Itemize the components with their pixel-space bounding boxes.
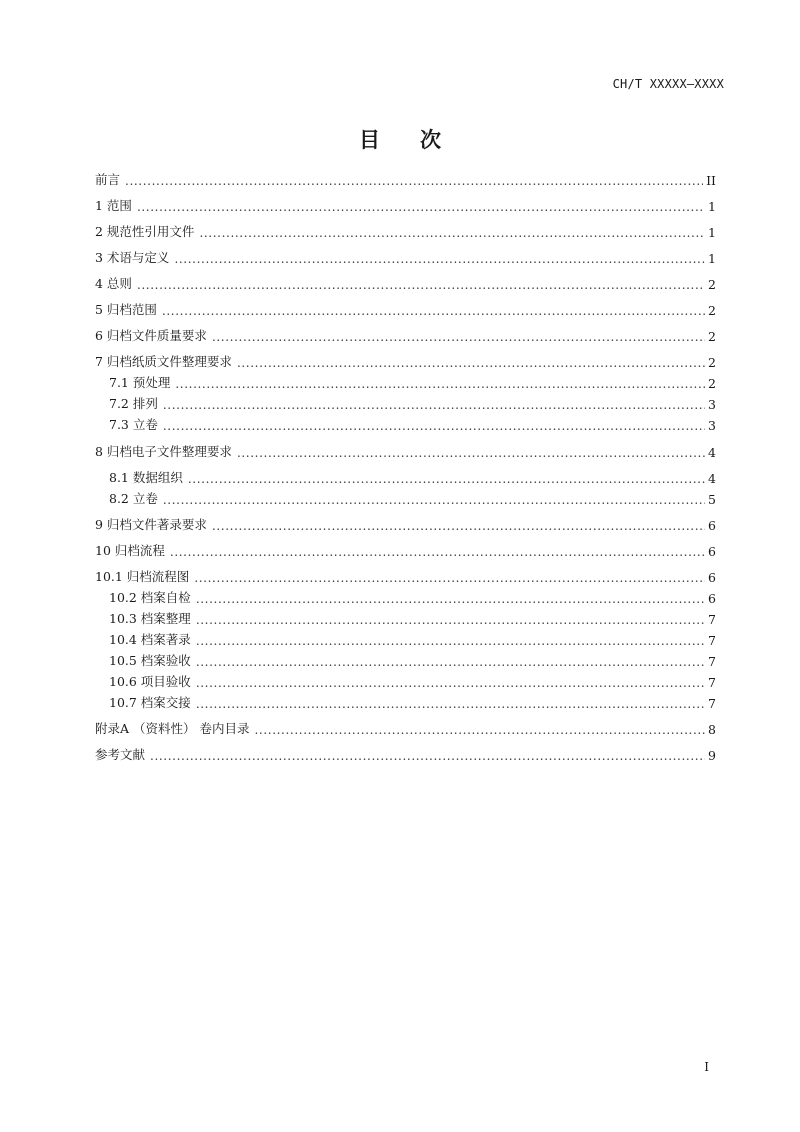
toc-entry[interactable]: [109, 670, 716, 690]
toc-entry[interactable]: [95, 168, 716, 188]
toc-entry[interactable]: [109, 371, 716, 391]
toc-leader-dots: [237, 446, 705, 460]
toc-leader-dots: [196, 613, 705, 627]
toc-entry[interactable]: [95, 717, 716, 737]
toc-entry-label: 10.5 档案验收: [109, 653, 191, 668]
toc-leader-dots: [174, 252, 705, 266]
toc-entry[interactable]: [95, 539, 716, 559]
toc-entry[interactable]: [95, 565, 716, 585]
toc-entry-page: 9: [708, 748, 716, 763]
toc-entry[interactable]: [95, 194, 716, 214]
title-char-1: 目: [359, 127, 380, 152]
toc-entry-label: 8 归档电子文件整理要求: [95, 444, 232, 459]
toc-leader-dots: [163, 398, 705, 412]
toc-entry-label: 1 范围: [95, 198, 132, 213]
toc-entry-label: 10.1 归档流程图: [95, 569, 190, 584]
toc-leader-dots: [162, 304, 705, 318]
toc-entry-label: 3 术语与定义: [95, 250, 170, 265]
toc-leader-dots: [196, 697, 705, 711]
toc-entry[interactable]: [95, 220, 716, 240]
toc-entry-page: 8: [708, 722, 716, 737]
toc-entry-label: 7 归档纸质文件整理要求: [95, 354, 232, 369]
toc-entry-label: 8.2 立卷: [109, 491, 158, 506]
toc-entry[interactable]: [95, 246, 716, 266]
toc-leader-dots: [150, 749, 705, 763]
toc-entry-label: 7.1 预处理: [109, 375, 171, 390]
toc-entry-page: 2: [708, 376, 716, 391]
toc-leader-dots: [163, 493, 705, 507]
toc-entry-page: 1: [708, 251, 716, 266]
toc-entry-label: 7.3 立卷: [109, 417, 158, 432]
toc-leader-dots: [194, 571, 705, 585]
toc-leader-dots: [196, 634, 705, 648]
toc-leader-dots: [196, 592, 705, 606]
toc-entry[interactable]: [109, 649, 716, 669]
toc-entry-label: 9 归档文件著录要求: [95, 517, 207, 532]
toc-entry[interactable]: [95, 743, 716, 763]
toc-entry[interactable]: [95, 272, 716, 292]
toc-entry-label: 10.3 档案整理: [109, 611, 191, 626]
toc-entry-page: 6: [708, 518, 716, 533]
toc-entry[interactable]: [109, 691, 716, 711]
toc-entry-label: 7.2 排列: [109, 396, 158, 411]
toc-entry-label: 6 归档文件质量要求: [95, 328, 207, 343]
toc-entry-label: 2 规范性引用文件: [95, 224, 195, 239]
toc-entry-label: 10.6 项目验收: [109, 674, 191, 689]
toc-leader-dots: [163, 419, 705, 433]
toc-leader-dots: [237, 356, 705, 370]
toc-entry-page: 7: [708, 612, 716, 627]
toc-entry-page: 7: [708, 654, 716, 669]
toc-entry-label: 参考文献: [95, 747, 146, 762]
toc-entry-page: 2: [708, 303, 716, 318]
toc-entry[interactable]: [109, 413, 716, 433]
toc-entry-page: 7: [708, 633, 716, 648]
toc-entry-label: 10 归档流程: [95, 543, 165, 558]
toc-entry-label: 4 总则: [95, 276, 132, 291]
toc-leader-dots: [212, 519, 705, 533]
toc-entry-label: 前言: [95, 172, 121, 187]
toc-entry-page: 1: [708, 199, 716, 214]
toc-entry[interactable]: [95, 350, 716, 370]
toc-leader-dots: [196, 676, 705, 690]
document-code: CH/T XXXXX—XXXX: [612, 77, 724, 91]
toc-entry-page: 2: [708, 277, 716, 292]
toc-entry-label: 8.1 数据组织: [109, 470, 183, 485]
toc-leader-dots: [125, 174, 703, 188]
toc-entry-page: 6: [708, 570, 716, 585]
toc-leader-dots: [196, 655, 705, 669]
toc-entry-page: 6: [708, 544, 716, 559]
toc-leader-dots: [170, 545, 705, 559]
toc-entry[interactable]: [95, 513, 716, 533]
toc-entry-label: 10.4 档案著录: [109, 632, 191, 647]
toc-entry-page: 7: [708, 675, 716, 690]
toc-leader-dots: [175, 377, 705, 391]
toc-entry-label: 5 归档范围: [95, 302, 157, 317]
toc-entry-page: 7: [708, 696, 716, 711]
toc-entry-page: 3: [708, 397, 716, 412]
toc-entry[interactable]: [109, 487, 716, 507]
toc-entry-page: 5: [708, 492, 716, 507]
toc-entry[interactable]: [109, 466, 716, 486]
toc-entry-page: 4: [708, 471, 716, 486]
toc-entry-label: 10.7 档案交接: [109, 695, 191, 710]
toc-entry[interactable]: [109, 607, 716, 627]
toc-entry-label: 附录A （资料性） 卷内目录: [95, 721, 250, 736]
toc-leader-dots: [212, 330, 705, 344]
toc-entry[interactable]: [109, 586, 716, 606]
toc-entry-label: 10.2 档案自检: [109, 590, 191, 605]
toc-entry[interactable]: [95, 298, 716, 318]
toc-entry-page: 2: [708, 355, 716, 370]
toc-leader-dots: [137, 200, 705, 214]
page-title: [0, 124, 800, 154]
toc-entry[interactable]: [95, 440, 716, 460]
toc-entry-page: 1: [708, 225, 716, 240]
toc-leader-dots: [137, 278, 705, 292]
toc-leader-dots: [199, 226, 705, 240]
title-char-2: 次: [420, 127, 441, 152]
toc-entry[interactable]: [95, 324, 716, 344]
toc-entry[interactable]: [109, 628, 716, 648]
toc-entry-page: 6: [708, 591, 716, 606]
toc-entry-page: 3: [708, 418, 716, 433]
toc-entry-page: 2: [708, 329, 716, 344]
toc-leader-dots: [254, 723, 705, 737]
toc-entry-page: 4: [708, 445, 716, 460]
toc-entry[interactable]: [109, 392, 716, 412]
toc-leader-dots: [188, 472, 705, 486]
page-number: I: [704, 1060, 709, 1074]
toc-entry-page: II: [706, 173, 716, 188]
